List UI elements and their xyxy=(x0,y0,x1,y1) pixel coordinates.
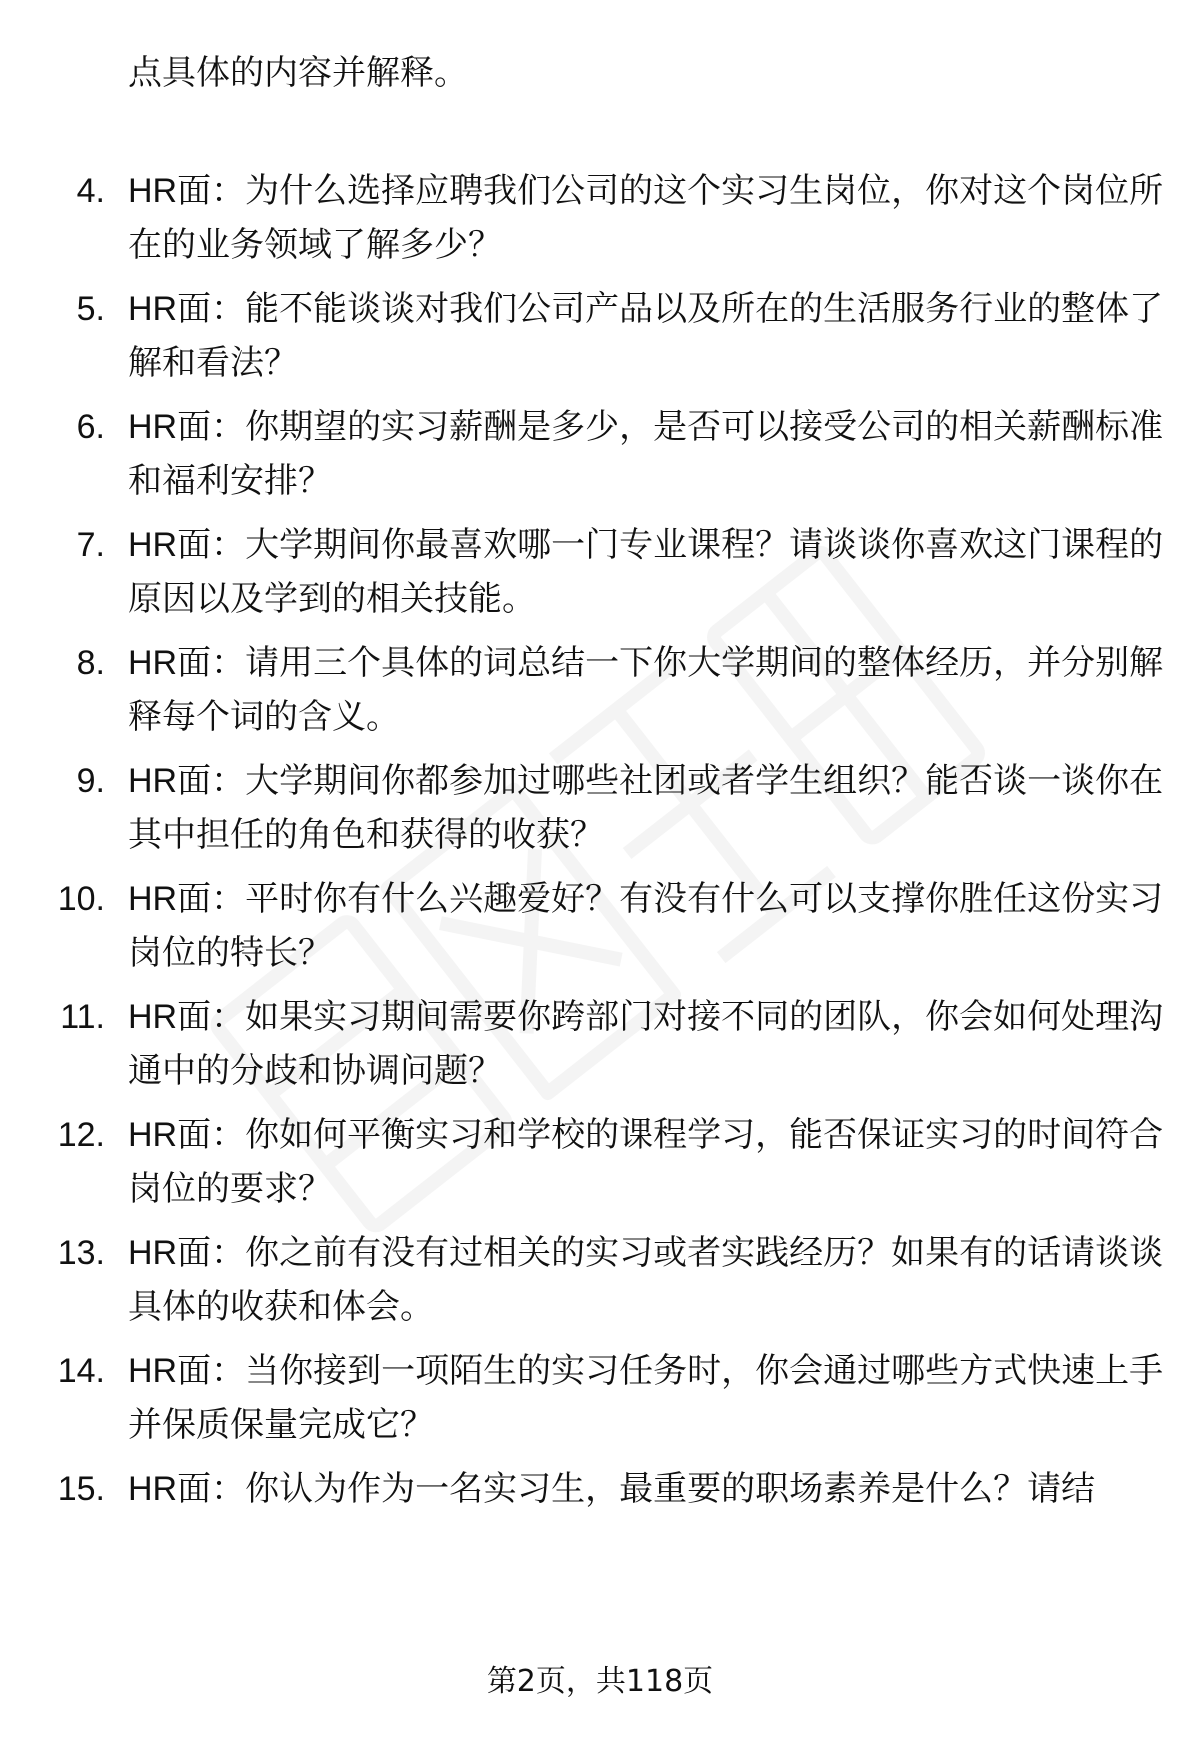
question-tag: HR面： xyxy=(128,290,246,328)
question-text xyxy=(128,400,1168,508)
list-item xyxy=(0,1344,1200,1452)
question-text xyxy=(128,872,1168,980)
question-tag: HR面： xyxy=(128,408,246,446)
question-body: 能不能谈谈对我们公司产品以及所在的生活服务行业的整体了解和看法？ xyxy=(128,289,1164,383)
question-body: 当你接到一项陌生的实习任务时，你会通过哪些方式快速上手并保质保量完成它？ xyxy=(128,1351,1164,1445)
list-item xyxy=(0,164,1200,272)
question-number: 15. xyxy=(57,1470,105,1508)
question-tag: HR面： xyxy=(128,1470,246,1508)
question-body: 为什么选择应聘我们公司的这个实习生岗位，你对这个岗位所在的业务领域了解多少？ xyxy=(128,171,1164,265)
list-item xyxy=(0,282,1200,390)
question-number: 9. xyxy=(76,762,105,800)
continued-text: 点具体的内容并解释。 xyxy=(128,53,468,93)
question-tag: HR面： xyxy=(128,172,246,210)
question-text xyxy=(128,282,1168,390)
question-text xyxy=(128,1344,1168,1452)
list-item xyxy=(0,400,1200,508)
list-item xyxy=(0,872,1200,980)
list-item xyxy=(0,636,1200,744)
question-text xyxy=(128,518,1168,626)
question-body: 你如何平衡实习和学校的课程学习，能否保证实习的时间符合岗位的要求？ xyxy=(128,1115,1164,1209)
question-tag: HR面： xyxy=(128,1116,246,1154)
question-body: 平时你有什么兴趣爱好？有没有什么可以支撑你胜任这份实习岗位的特长？ xyxy=(128,879,1164,973)
question-tag: HR面： xyxy=(128,526,246,564)
question-body: 你之前有没有过相关的实习或者实践经历？如果有的话请谈谈具体的收获和体会。 xyxy=(128,1233,1164,1327)
question-tag: HR面： xyxy=(128,998,246,1036)
question-body: 大学期间你最喜欢哪一门专业课程？请谈谈你喜欢这门课程的原因以及学到的相关技能。 xyxy=(128,525,1164,619)
question-number: 6. xyxy=(76,408,105,446)
question-body: 大学期间你都参加过哪些社团或者学生组织？能否谈一谈你在其中担任的角色和获得的收获？ xyxy=(128,761,1164,855)
question-text xyxy=(128,754,1168,862)
question-text xyxy=(128,1226,1168,1334)
question-number: 11. xyxy=(60,998,105,1036)
question-number: 8. xyxy=(76,644,105,682)
question-number: 12. xyxy=(57,1116,105,1154)
question-body: 你期望的实习薪酬是多少，是否可以接受公司的相关薪酬标准和福利安排？ xyxy=(128,407,1164,501)
list-item xyxy=(0,1108,1200,1216)
question-text xyxy=(128,1462,1168,1516)
question-tag: HR面： xyxy=(128,1352,246,1390)
list-item xyxy=(0,754,1200,862)
question-body: 如果实习期间需要你跨部门对接不同的团队，你会如何处理沟通中的分歧和协调问题？ xyxy=(128,997,1164,1091)
question-tag: HR面： xyxy=(128,644,246,682)
question-tag: HR面： xyxy=(128,1234,246,1272)
question-number: 4. xyxy=(76,172,105,210)
page-footer xyxy=(0,1662,1200,1702)
question-text xyxy=(128,990,1168,1098)
list-item xyxy=(0,1462,1200,1570)
question-number: 14. xyxy=(57,1352,105,1390)
list-item xyxy=(0,1226,1200,1334)
question-tag: HR面： xyxy=(128,762,246,800)
question-text xyxy=(128,1108,1168,1216)
question-number: 13. xyxy=(57,1234,105,1272)
question-number: 5. xyxy=(76,290,105,328)
question-body: 你认为作为一名实习生，最重要的职场素养是什么？请结 xyxy=(245,1469,1096,1509)
page-number-label: 第2页，共118页 xyxy=(486,1664,714,1699)
list-item xyxy=(0,990,1200,1098)
question-text xyxy=(128,164,1168,272)
question-text xyxy=(128,636,1168,744)
question-body: 请用三个具体的词总结一下你大学期间的整体经历，并分别解释每个词的含义。 xyxy=(128,643,1164,737)
question-number: 7. xyxy=(76,526,105,564)
question-number: 10. xyxy=(57,880,105,918)
question-tag: HR面： xyxy=(128,880,246,918)
list-item xyxy=(0,518,1200,626)
